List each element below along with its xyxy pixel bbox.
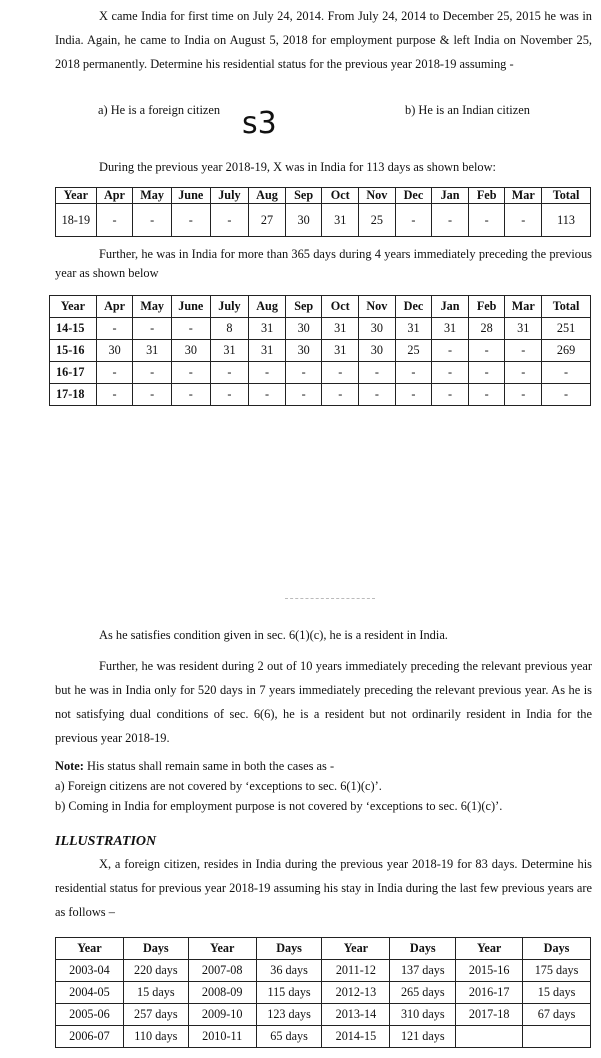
stamp-label: s3 bbox=[242, 106, 277, 141]
th: Days bbox=[256, 938, 322, 960]
th: Year bbox=[456, 938, 523, 960]
td: 2015-16 bbox=[456, 960, 523, 982]
td: 2008-09 bbox=[188, 982, 256, 1004]
td bbox=[523, 1026, 591, 1048]
intro-paragraph: X came India for first time on July 24, 2014. From July 24, 2014 to December 25, 2015 he was in India. Again, he came to India on August 5, 2018 for employment purpose & left India on November 25, 2018 permanently. Determine his residential status for the previous year 2018-19 assuming - bbox=[55, 9, 592, 71]
th: May bbox=[133, 188, 172, 204]
th: Days bbox=[523, 938, 591, 960]
td: - bbox=[210, 362, 249, 384]
th: Aug bbox=[249, 296, 286, 318]
note-block bbox=[55, 756, 592, 816]
th: Mar bbox=[505, 296, 542, 318]
td: 30 bbox=[359, 318, 396, 340]
td: 2009-10 bbox=[188, 1004, 256, 1026]
td: 25 bbox=[395, 340, 432, 362]
th: Nov bbox=[359, 296, 396, 318]
td: 2017-18 bbox=[456, 1004, 523, 1026]
th: Year bbox=[188, 938, 256, 960]
td: - bbox=[172, 318, 211, 340]
td: - bbox=[468, 362, 505, 384]
th: Year bbox=[56, 938, 124, 960]
th: Days bbox=[123, 938, 188, 960]
td: - bbox=[96, 318, 133, 340]
td: 67 days bbox=[523, 1004, 591, 1026]
td: - bbox=[359, 362, 396, 384]
td: 2007-08 bbox=[188, 960, 256, 982]
td: - bbox=[542, 384, 591, 406]
th: Sep bbox=[285, 296, 322, 318]
td: - bbox=[542, 362, 591, 384]
td: 2012-13 bbox=[322, 982, 390, 1004]
td: - bbox=[133, 384, 172, 406]
th: Days bbox=[390, 938, 456, 960]
th: Sep bbox=[285, 188, 322, 204]
td: - bbox=[395, 204, 432, 237]
td: 121 days bbox=[390, 1026, 456, 1048]
th: Aug bbox=[249, 188, 286, 204]
table-row bbox=[50, 318, 591, 340]
td: 2016-17 bbox=[456, 982, 523, 1004]
note-item-a: a) Foreign citizens are not covered by ‘exceptions to sec. 6(1)(c)’. bbox=[55, 779, 382, 793]
td: - bbox=[133, 362, 172, 384]
td: - bbox=[432, 204, 469, 237]
td: - bbox=[468, 340, 505, 362]
td: 2005-06 bbox=[56, 1004, 124, 1026]
td: - bbox=[432, 362, 469, 384]
td: - bbox=[285, 384, 322, 406]
td: 31 bbox=[133, 340, 172, 362]
td: - bbox=[210, 204, 249, 237]
th: Apr bbox=[96, 188, 133, 204]
th: May bbox=[133, 296, 172, 318]
illustration-paragraph: X, a foreign citizen, resides in India during the previous year 2018-19 for 83 days. Determine his residential status for previous year 2018-19 assuming his stay in India during the last few previous years are as follows – bbox=[55, 857, 592, 919]
td: 251 bbox=[542, 318, 591, 340]
th: Feb bbox=[468, 296, 505, 318]
option-b: b) He is an Indian citizen bbox=[405, 103, 530, 117]
table-preceding-years bbox=[49, 295, 591, 406]
table-row bbox=[56, 960, 591, 982]
td: - bbox=[395, 362, 432, 384]
td: 257 days bbox=[123, 1004, 188, 1026]
td: 110 days bbox=[123, 1026, 188, 1048]
table-row bbox=[50, 384, 591, 406]
th: Apr bbox=[96, 296, 133, 318]
table-row bbox=[50, 362, 591, 384]
td: 31 bbox=[322, 318, 359, 340]
td: 2010-11 bbox=[188, 1026, 256, 1048]
th: June bbox=[172, 296, 211, 318]
th: Dec bbox=[395, 296, 432, 318]
td: 65 days bbox=[256, 1026, 322, 1048]
table2-header-row bbox=[50, 296, 591, 318]
td: 137 days bbox=[390, 960, 456, 982]
table-2018-19-stay bbox=[55, 187, 591, 237]
td: 30 bbox=[359, 340, 396, 362]
td: 36 days bbox=[256, 960, 322, 982]
td: 2003-04 bbox=[56, 960, 124, 982]
note-label: Note: bbox=[55, 759, 84, 773]
th: Nov bbox=[359, 188, 396, 204]
td: - bbox=[172, 384, 211, 406]
th: Mar bbox=[505, 188, 542, 204]
td: - bbox=[96, 384, 133, 406]
td: 123 days bbox=[256, 1004, 322, 1026]
td: 31 bbox=[432, 318, 469, 340]
table1-header-row bbox=[56, 188, 591, 204]
table-row bbox=[56, 1026, 591, 1048]
td: - bbox=[96, 362, 133, 384]
td: 175 days bbox=[523, 960, 591, 982]
rnor-paragraph: Further, he was resident during 2 out of 10 years immediately preceding the relevant previous year but he was in India only for 520 days in 7 years immediately preceding the relevant previous year. As he is not satisfying dual conditions of sec. 6(6), he is a resident but not ordinarily resident in India for the previous year 2018-19. bbox=[55, 659, 592, 745]
td: 30 bbox=[285, 204, 322, 237]
td: - bbox=[249, 362, 286, 384]
td: 30 bbox=[285, 318, 322, 340]
td: - bbox=[96, 204, 133, 237]
td: 17-18 bbox=[50, 384, 97, 406]
td: 310 days bbox=[390, 1004, 456, 1026]
further-paragraph: Further, he was in India for more than 365 days during 4 years immediately preceding the previous year as shown below bbox=[55, 247, 592, 280]
td: 8 bbox=[210, 318, 249, 340]
td: - bbox=[432, 384, 469, 406]
td: 2011-12 bbox=[322, 960, 390, 982]
note-item-b: b) Coming in India for employment purpose is not covered by ‘exceptions to sec. 6(1)(c)’. bbox=[55, 799, 503, 813]
td: - bbox=[249, 384, 286, 406]
th: Jan bbox=[432, 188, 469, 204]
td: 15-16 bbox=[50, 340, 97, 362]
td: 25 bbox=[359, 204, 396, 237]
th: July bbox=[210, 188, 249, 204]
th: Total bbox=[542, 188, 591, 204]
th: Dec bbox=[395, 188, 432, 204]
td: - bbox=[468, 204, 505, 237]
td: - bbox=[210, 384, 249, 406]
td: 30 bbox=[285, 340, 322, 362]
td: 31 bbox=[249, 318, 286, 340]
th: Total bbox=[542, 296, 591, 318]
scan-smudge bbox=[285, 598, 375, 600]
td: 2006-07 bbox=[56, 1026, 124, 1048]
td: - bbox=[395, 384, 432, 406]
table-row bbox=[56, 204, 591, 237]
td: 30 bbox=[96, 340, 133, 362]
note-line bbox=[55, 756, 592, 776]
td: - bbox=[359, 384, 396, 406]
th: Oct bbox=[322, 296, 359, 318]
table-row bbox=[56, 982, 591, 1004]
option-a: a) He is a foreign citizen bbox=[98, 103, 221, 117]
resident-conclusion: As he satisfies condition given in sec. 6(1)(c), he is a resident in India. bbox=[99, 628, 448, 642]
table-row bbox=[50, 340, 591, 362]
th: Year bbox=[56, 188, 97, 204]
td: - bbox=[133, 318, 172, 340]
td: 115 days bbox=[256, 982, 322, 1004]
table3-header-row bbox=[56, 938, 591, 960]
td: - bbox=[505, 340, 542, 362]
table-stay-history bbox=[55, 937, 591, 1048]
td: 31 bbox=[322, 340, 359, 362]
td bbox=[456, 1026, 523, 1048]
td: - bbox=[133, 204, 172, 237]
td: - bbox=[322, 384, 359, 406]
td: 31 bbox=[322, 204, 359, 237]
th: June bbox=[171, 188, 210, 204]
td: 18-19 bbox=[56, 204, 97, 237]
td: - bbox=[171, 204, 210, 237]
td: 265 days bbox=[390, 982, 456, 1004]
td: 15 days bbox=[523, 982, 591, 1004]
table-row bbox=[56, 1004, 591, 1026]
td: 28 bbox=[468, 318, 505, 340]
td: - bbox=[285, 362, 322, 384]
note-text: His status shall remain same in both the cases as - bbox=[83, 759, 335, 773]
td: - bbox=[468, 384, 505, 406]
td: - bbox=[505, 204, 542, 237]
td: 30 bbox=[172, 340, 211, 362]
td: 31 bbox=[249, 340, 286, 362]
th: Feb bbox=[468, 188, 505, 204]
td: 269 bbox=[542, 340, 591, 362]
td: - bbox=[172, 362, 211, 384]
th: Year bbox=[50, 296, 97, 318]
th: Year bbox=[322, 938, 390, 960]
illustration-heading: ILLUSTRATION bbox=[55, 834, 157, 849]
td: 27 bbox=[249, 204, 286, 237]
td: 2004-05 bbox=[56, 982, 124, 1004]
th: Jan bbox=[432, 296, 469, 318]
td: 31 bbox=[505, 318, 542, 340]
th: Oct bbox=[322, 188, 359, 204]
td: - bbox=[505, 362, 542, 384]
td: - bbox=[432, 340, 469, 362]
td: 113 bbox=[542, 204, 591, 237]
td: 15 days bbox=[123, 982, 188, 1004]
td: - bbox=[322, 362, 359, 384]
td: 31 bbox=[210, 340, 249, 362]
during-text: During the previous year 2018-19, X was in India for 113 days as shown below: bbox=[99, 160, 496, 174]
td: 220 days bbox=[123, 960, 188, 982]
th: July bbox=[210, 296, 249, 318]
td: 2013-14 bbox=[322, 1004, 390, 1026]
td: - bbox=[505, 384, 542, 406]
td: 14-15 bbox=[50, 318, 97, 340]
td: 16-17 bbox=[50, 362, 97, 384]
td: 31 bbox=[395, 318, 432, 340]
td: 2014-15 bbox=[322, 1026, 390, 1048]
